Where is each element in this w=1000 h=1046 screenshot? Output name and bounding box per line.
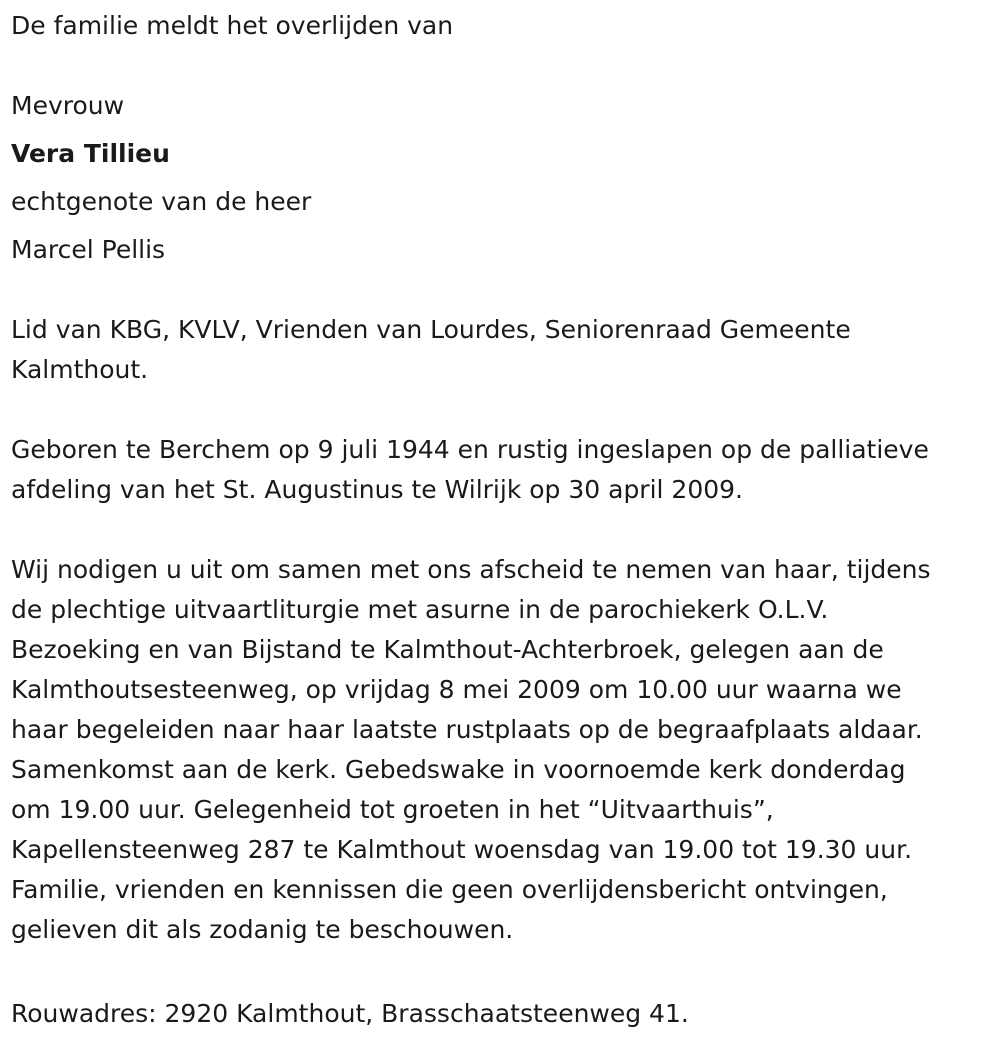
memberships-paragraph [11, 310, 851, 390]
ceremony-line: Bezoeking en van Bijstand te Kalmthout-Achterbroek, gelegen aan de [11, 635, 884, 664]
ceremony-line: Samenkomst aan de kerk. Gebedswake in voornoemde kerk donderdag [11, 755, 906, 784]
birth-death-line: afdeling van het St. Augustinus te Wilrijk op 30 april 2009. [11, 475, 743, 504]
spouse-prefix: echtgenote van de heer [11, 187, 312, 216]
intro-text: De familie meldt het overlijden van [11, 11, 454, 40]
birth-death-paragraph [11, 430, 929, 510]
ceremony-line: om 19.00 uur. Gelegenheid tot groeten in het “Uitvaarthuis”, [11, 795, 774, 824]
ceremony-line: Wij nodigen u uit om samen met ons afscheid te nemen van haar, tijdens [11, 555, 931, 584]
ceremony-paragraph [11, 550, 931, 950]
spouse-name: Marcel Pellis [11, 235, 166, 264]
ceremony-line: Familie, vrienden en kennissen die geen overlijdensbericht ontvingen, [11, 875, 888, 904]
ceremony-line: de plechtige uitvaartliturgie met asurne in de parochiekerk O.L.V. [11, 595, 829, 624]
birth-death-line: Geboren te Berchem op 9 juli 1944 en rustig ingeslapen op de palliatieve [11, 435, 929, 464]
title-salutation: Mevrouw [11, 91, 125, 120]
memberships-line: Lid van KBG, KVLV, Vrienden van Lourdes, Seniorenraad Gemeente [11, 315, 851, 344]
deceased-name: Vera Tillieu [11, 139, 170, 168]
ceremony-line: Kalmthoutsesteenweg, op vrijdag 8 mei 2009 om 10.00 uur waarna we [11, 675, 902, 704]
mourning-address: Rouwadres: 2920 Kalmthout, Brasschaatsteenweg 41. [11, 999, 689, 1028]
memberships-line: Kalmthout. [11, 355, 149, 384]
ceremony-line: gelieven dit als zodanig te beschouwen. [11, 915, 514, 944]
ceremony-line: Kapellensteenweg 287 te Kalmthout woensdag van 19.00 tot 19.30 uur. [11, 835, 913, 864]
ceremony-line: haar begeleiden naar haar laatste rustplaats op de begraafplaats aldaar. [11, 715, 923, 744]
